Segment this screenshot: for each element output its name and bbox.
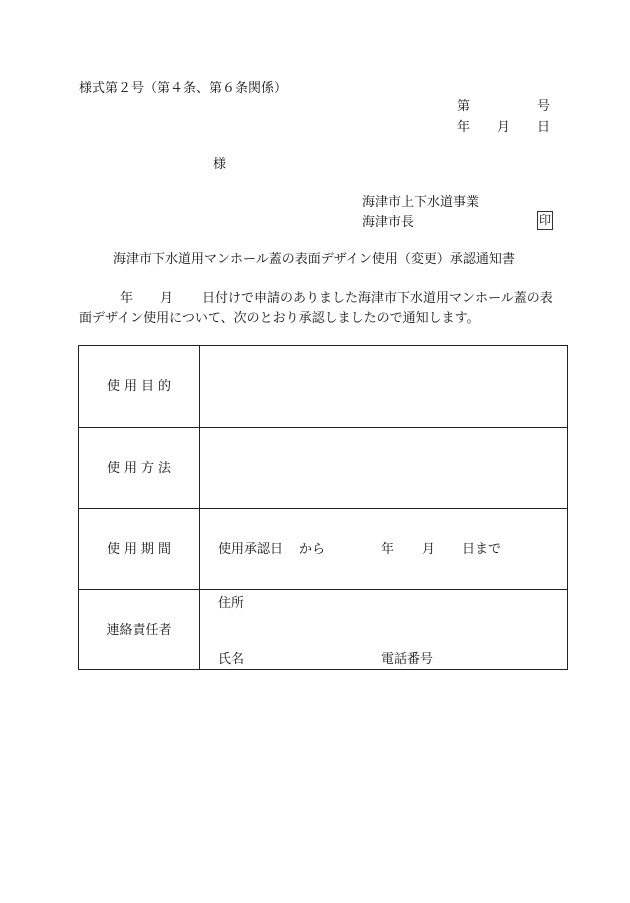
table-row-method [79,428,567,509]
form-number: 様式第２号（第４条、第６条関係） [79,81,288,96]
issue-date-day: 日 [537,120,551,135]
purpose-label-cell [79,346,200,427]
contact-phone-label: 電話番号 [381,652,434,667]
contact-address-label: 住所 [218,596,245,611]
period-value-cell [200,509,567,589]
method-value-cell [200,428,567,508]
period-from-text: から [299,542,326,557]
issue-date-month: 月 [497,120,511,135]
purpose-label: 使用目的 [106,379,175,394]
period-until-text: 日まで [462,542,502,557]
period-year-text: 年 [381,542,395,557]
table-row-period [79,509,567,590]
table-row-contact [79,590,567,670]
period-label-cell [79,509,200,589]
issuer-organization: 海津市上下水道事業 [362,195,480,210]
body-year: 年 [120,291,134,306]
document-number-suffix: 号 [537,99,551,114]
addressee-honorific: 様 [213,157,227,172]
issuer-title: 海津市長 [362,215,415,230]
period-start-text: 使用承認日 [218,542,284,557]
seal-mark: 印 [537,211,553,230]
contact-label-cell [79,590,200,670]
document-title: 海津市下水道用マンホール蓋の表面デザイン使用（変更）承認通知書 [113,252,515,267]
method-label-cell [79,428,200,508]
contact-value-cell [200,590,567,670]
document-number-prefix: 第 [457,99,471,114]
issue-date-year: 年 [457,120,471,135]
period-label: 使用期間 [106,541,175,557]
purpose-value-cell [200,346,567,427]
body-text-line-2: 面デザイン使用について、次のとおり承認しましたので通知します。 [79,311,480,326]
body-month: 月 [160,291,174,306]
period-month-text: 月 [422,542,436,557]
body-text-line-1-rest: 日付けで申請のありました海津市下水道用マンホール蓋の表 [202,291,553,306]
approval-table [78,345,568,670]
table-row-purpose [79,346,567,428]
contact-name-label: 氏名 [218,652,245,667]
method-label: 使用方法 [106,460,175,476]
contact-label: 連絡責任者 [106,622,172,638]
